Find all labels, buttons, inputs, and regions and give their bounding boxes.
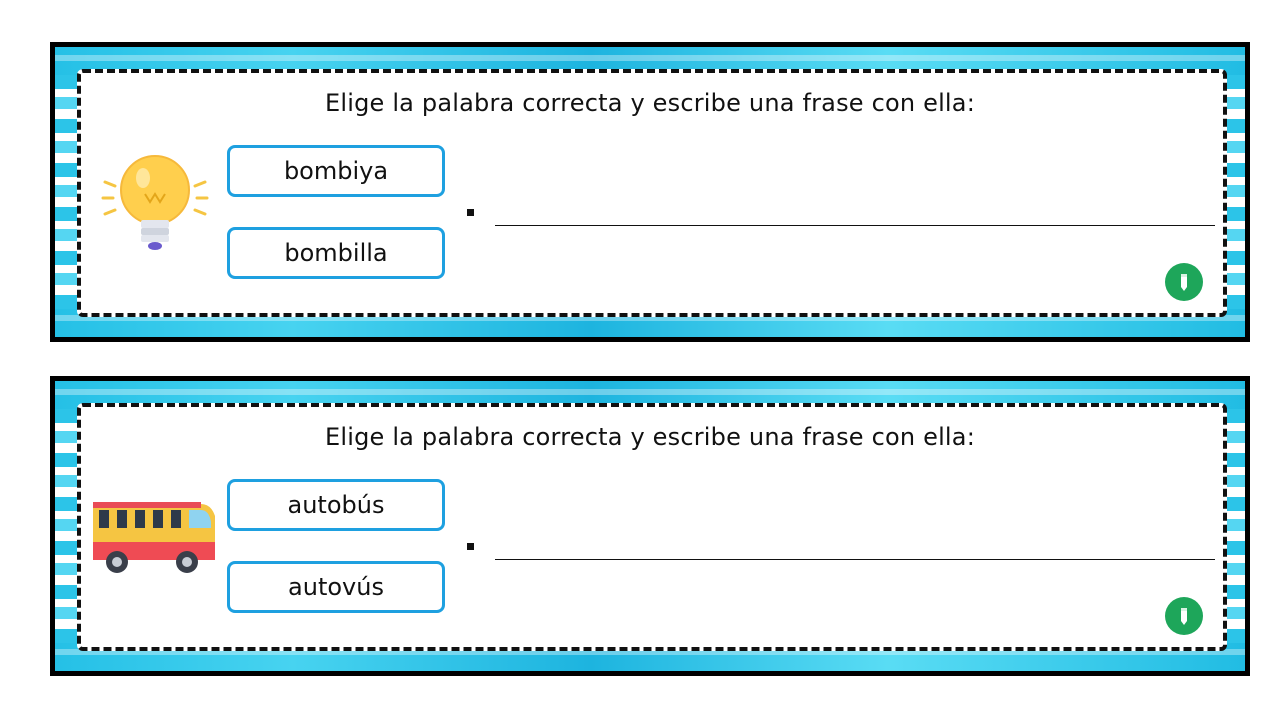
exercise-card-1 bbox=[50, 42, 1250, 342]
pencil-logo-icon bbox=[1165, 597, 1203, 635]
bus-icon bbox=[91, 476, 221, 596]
answer-bullet bbox=[467, 543, 474, 550]
instruction-text: Elige la palabra correcta y escribe una frase con ella: bbox=[324, 89, 975, 117]
option-autobus[interactable]: autobús bbox=[227, 479, 445, 531]
answer-line[interactable] bbox=[495, 225, 1215, 226]
option-bombilla[interactable]: bombilla bbox=[227, 227, 445, 279]
option-autovus[interactable]: autovús bbox=[227, 561, 445, 613]
answer-bullet bbox=[467, 209, 474, 216]
exercise-card-2 bbox=[50, 376, 1250, 676]
option-bombiya[interactable]: bombiya bbox=[227, 145, 445, 197]
lightbulb-icon bbox=[91, 142, 221, 262]
instruction-text: Elige la palabra correcta y escribe una frase con ella: bbox=[324, 423, 975, 451]
pencil-logo-icon bbox=[1165, 263, 1203, 301]
answer-line[interactable] bbox=[495, 559, 1215, 560]
